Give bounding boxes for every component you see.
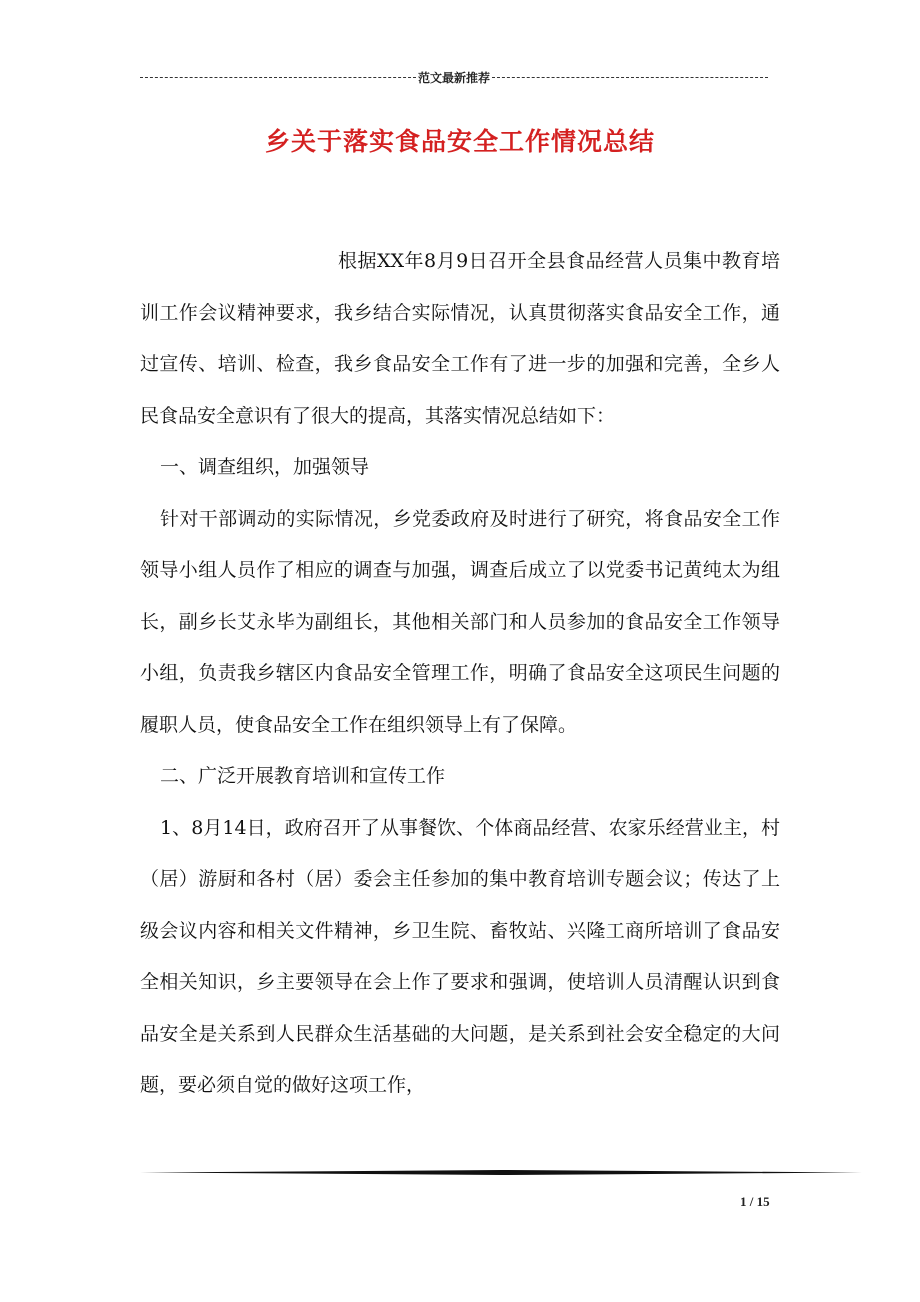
paragraph-intro: 根据XX年8月9日召开全县食品经营人员集中教育培训工作会议精神要求，我乡结合实际情况，认真贯彻落实食品安全工作，通过宣传、培训、检查，我乡食品安全工作有了进一步的加强和完善，全乡人民食品安全意识有了很大的提高，其落实情况总结如下：: [140, 250, 780, 427]
paragraph-section-1: 针对干部调动的实际情况，乡党委政府及时进行了研究，将食品安全工作领导小组人员作了相应的调查与加强，调查后成立了以党委书记黄纯太为组长，副乡长艾永毕为副组长，其他相关部门和人员参加的食品安全工作领导小组，负责我乡辖区内食品安全管理工作，明确了食品安全这项民生问题的履职人员，使食品安全工作在组织领导上有了保障。: [140, 507, 780, 736]
page-header: [140, 68, 768, 86]
section-heading-2: 二、广泛开展教育培训和宣传工作: [160, 765, 446, 787]
section-heading-1: 一、调查组织，加强领导: [160, 456, 370, 478]
document-body: [140, 236, 780, 1112]
paragraph-section-2-item-1: 1、8月14日，政府召开了从事餐饮、个体商品经营、农家乐经营业主，村（居）游厨和各村（居）委会主任参加的集中教育培训专题会议；传达了上级会议内容和相关文件精神，乡卫生院、畜牧站、兴隆工商所培训了食品安全相关知识，乡主要领导在会上作了要求和强调，使培训人员清醒认识到食品安全是关系到人民群众生活基础的大问题，是关系到社会安全稳定的大问题，要必须自觉的做好这项工作，: [140, 816, 780, 1096]
footer-divider: [140, 1170, 862, 1175]
header-label: 范文最新推荐: [418, 70, 491, 85]
header-dashes-right: [492, 77, 768, 78]
header-dashes-left: [140, 77, 416, 78]
page-number: [740, 1194, 770, 1210]
page-separator: /: [746, 1194, 757, 1209]
page-current: 1: [740, 1194, 747, 1209]
document-title: 乡关于落实食品安全工作情况总结: [264, 127, 655, 156]
page-total: 15: [756, 1194, 770, 1209]
